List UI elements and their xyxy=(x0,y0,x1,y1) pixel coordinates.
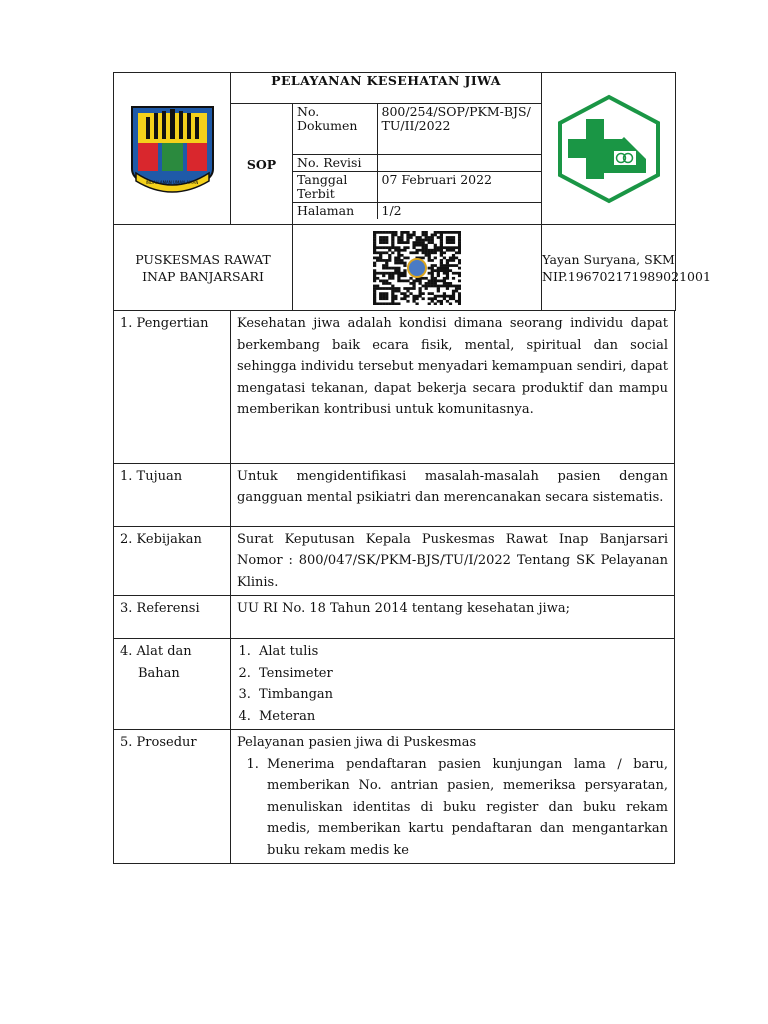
section-label: 5. Prosedur xyxy=(114,730,231,864)
header-table xyxy=(113,72,711,311)
qr-code-icon xyxy=(373,231,461,305)
signer-cell xyxy=(542,225,711,311)
section-label-line1: 4. Alat dan xyxy=(120,644,192,659)
list-item: 3. Timbangan xyxy=(255,684,668,706)
section-row xyxy=(114,463,675,526)
page-value: 1/2 xyxy=(377,202,541,219)
section-row xyxy=(114,730,675,864)
regency-emblem-icon xyxy=(114,73,231,221)
puskesmas-logo-icon xyxy=(542,73,676,221)
section-label: 1. Pengertian xyxy=(114,311,231,463)
section-label: 2. Kebijakan xyxy=(114,526,231,596)
sop-label: SOP xyxy=(231,104,293,225)
section-text: UU RI No. 18 Tahun 2014 tentang kesehatan jiwa; xyxy=(231,596,675,639)
doc-no-label: No. Dokumen xyxy=(293,104,377,154)
list-item: 1. Alat tulis xyxy=(255,641,668,663)
section-label: 1. Tujuan xyxy=(114,463,231,526)
institution-line2: INAP BANJARSARI xyxy=(142,268,264,284)
institution-line1: PUSKESMAS RAWAT xyxy=(135,251,271,267)
procedure-cell xyxy=(231,730,675,864)
emblem-motto: INDAH AMAN UMAN AMAN xyxy=(145,180,199,185)
revision-value xyxy=(377,154,541,171)
content-table xyxy=(113,311,675,864)
list-item: 2. Tensimeter xyxy=(255,663,668,685)
revision-label: No. Revisi xyxy=(293,154,377,171)
regency-logo-cell xyxy=(114,73,231,225)
procedure-step: 1. Menerima pendaftaran pasien kunjungan lama / baru, memberikan No. antrian pasien, memeriksa persyaratan, menuliskan identitas di buku register dan buku rekam medis, memberikan kartu pendaftaran dan mengantarkan buku rekam medis ke xyxy=(263,754,668,862)
sop-document xyxy=(113,72,711,864)
section-row xyxy=(114,596,675,639)
procedure-steps xyxy=(237,754,668,862)
doc-no-value: 800/254/SOP/PKM-BJS/TU/II/2022 xyxy=(377,104,541,154)
page-label: Halaman xyxy=(293,202,377,219)
doc-info-table xyxy=(293,104,541,219)
section-text: Surat Keputusan Kepala Puskesmas Rawat Inap Banjarsari Nomor : 800/047/SK/PKM-BJS/TU/I/2022 Tentang SK Pelayanan Klinis. xyxy=(231,526,675,596)
document-title: PELAYANAN KESEHATAN JIWA xyxy=(231,73,542,104)
section-label-line2: Bahan xyxy=(138,665,180,681)
section-text: Untuk mengidentifikasi masalah-masalah pasien dengan gangguan mental psikiatri dan merencanakan secara sistematis. xyxy=(231,463,675,526)
section-row xyxy=(114,639,675,730)
tools-list xyxy=(237,641,668,727)
section-row xyxy=(114,526,675,596)
doc-info-cell xyxy=(293,104,542,225)
issue-date-value: 07 Februari 2022 xyxy=(377,171,541,202)
institution-name xyxy=(114,225,293,311)
section-label: 3. Referensi xyxy=(114,596,231,639)
section-list-cell xyxy=(231,639,675,730)
procedure-intro: Pelayanan pasien jiwa di Puskesmas xyxy=(237,735,477,750)
section-row xyxy=(114,311,675,463)
section-text: Kesehatan jiwa adalah kondisi dimana seorang individu dapat berkembang baik ecara fisik, mental, spiritual dan social sehingga individu tersebut menyadari kemampuan sendiri, dapat mengatasi tekanan, dapat bekerja secara produktif dan mampu memberikan kontribusi untuk komunitasnya. xyxy=(231,311,675,463)
signer-nip: NIP.196702171989021001 xyxy=(542,268,711,284)
list-item: 4. Meteran xyxy=(255,706,668,728)
puskesmas-logo-cell xyxy=(542,73,676,225)
issue-date-label: Tanggal Terbit xyxy=(293,171,377,202)
signer-name: Yayan Suryana, SKM xyxy=(542,251,675,267)
qr-code-cell xyxy=(293,225,542,311)
section-label xyxy=(114,639,231,730)
